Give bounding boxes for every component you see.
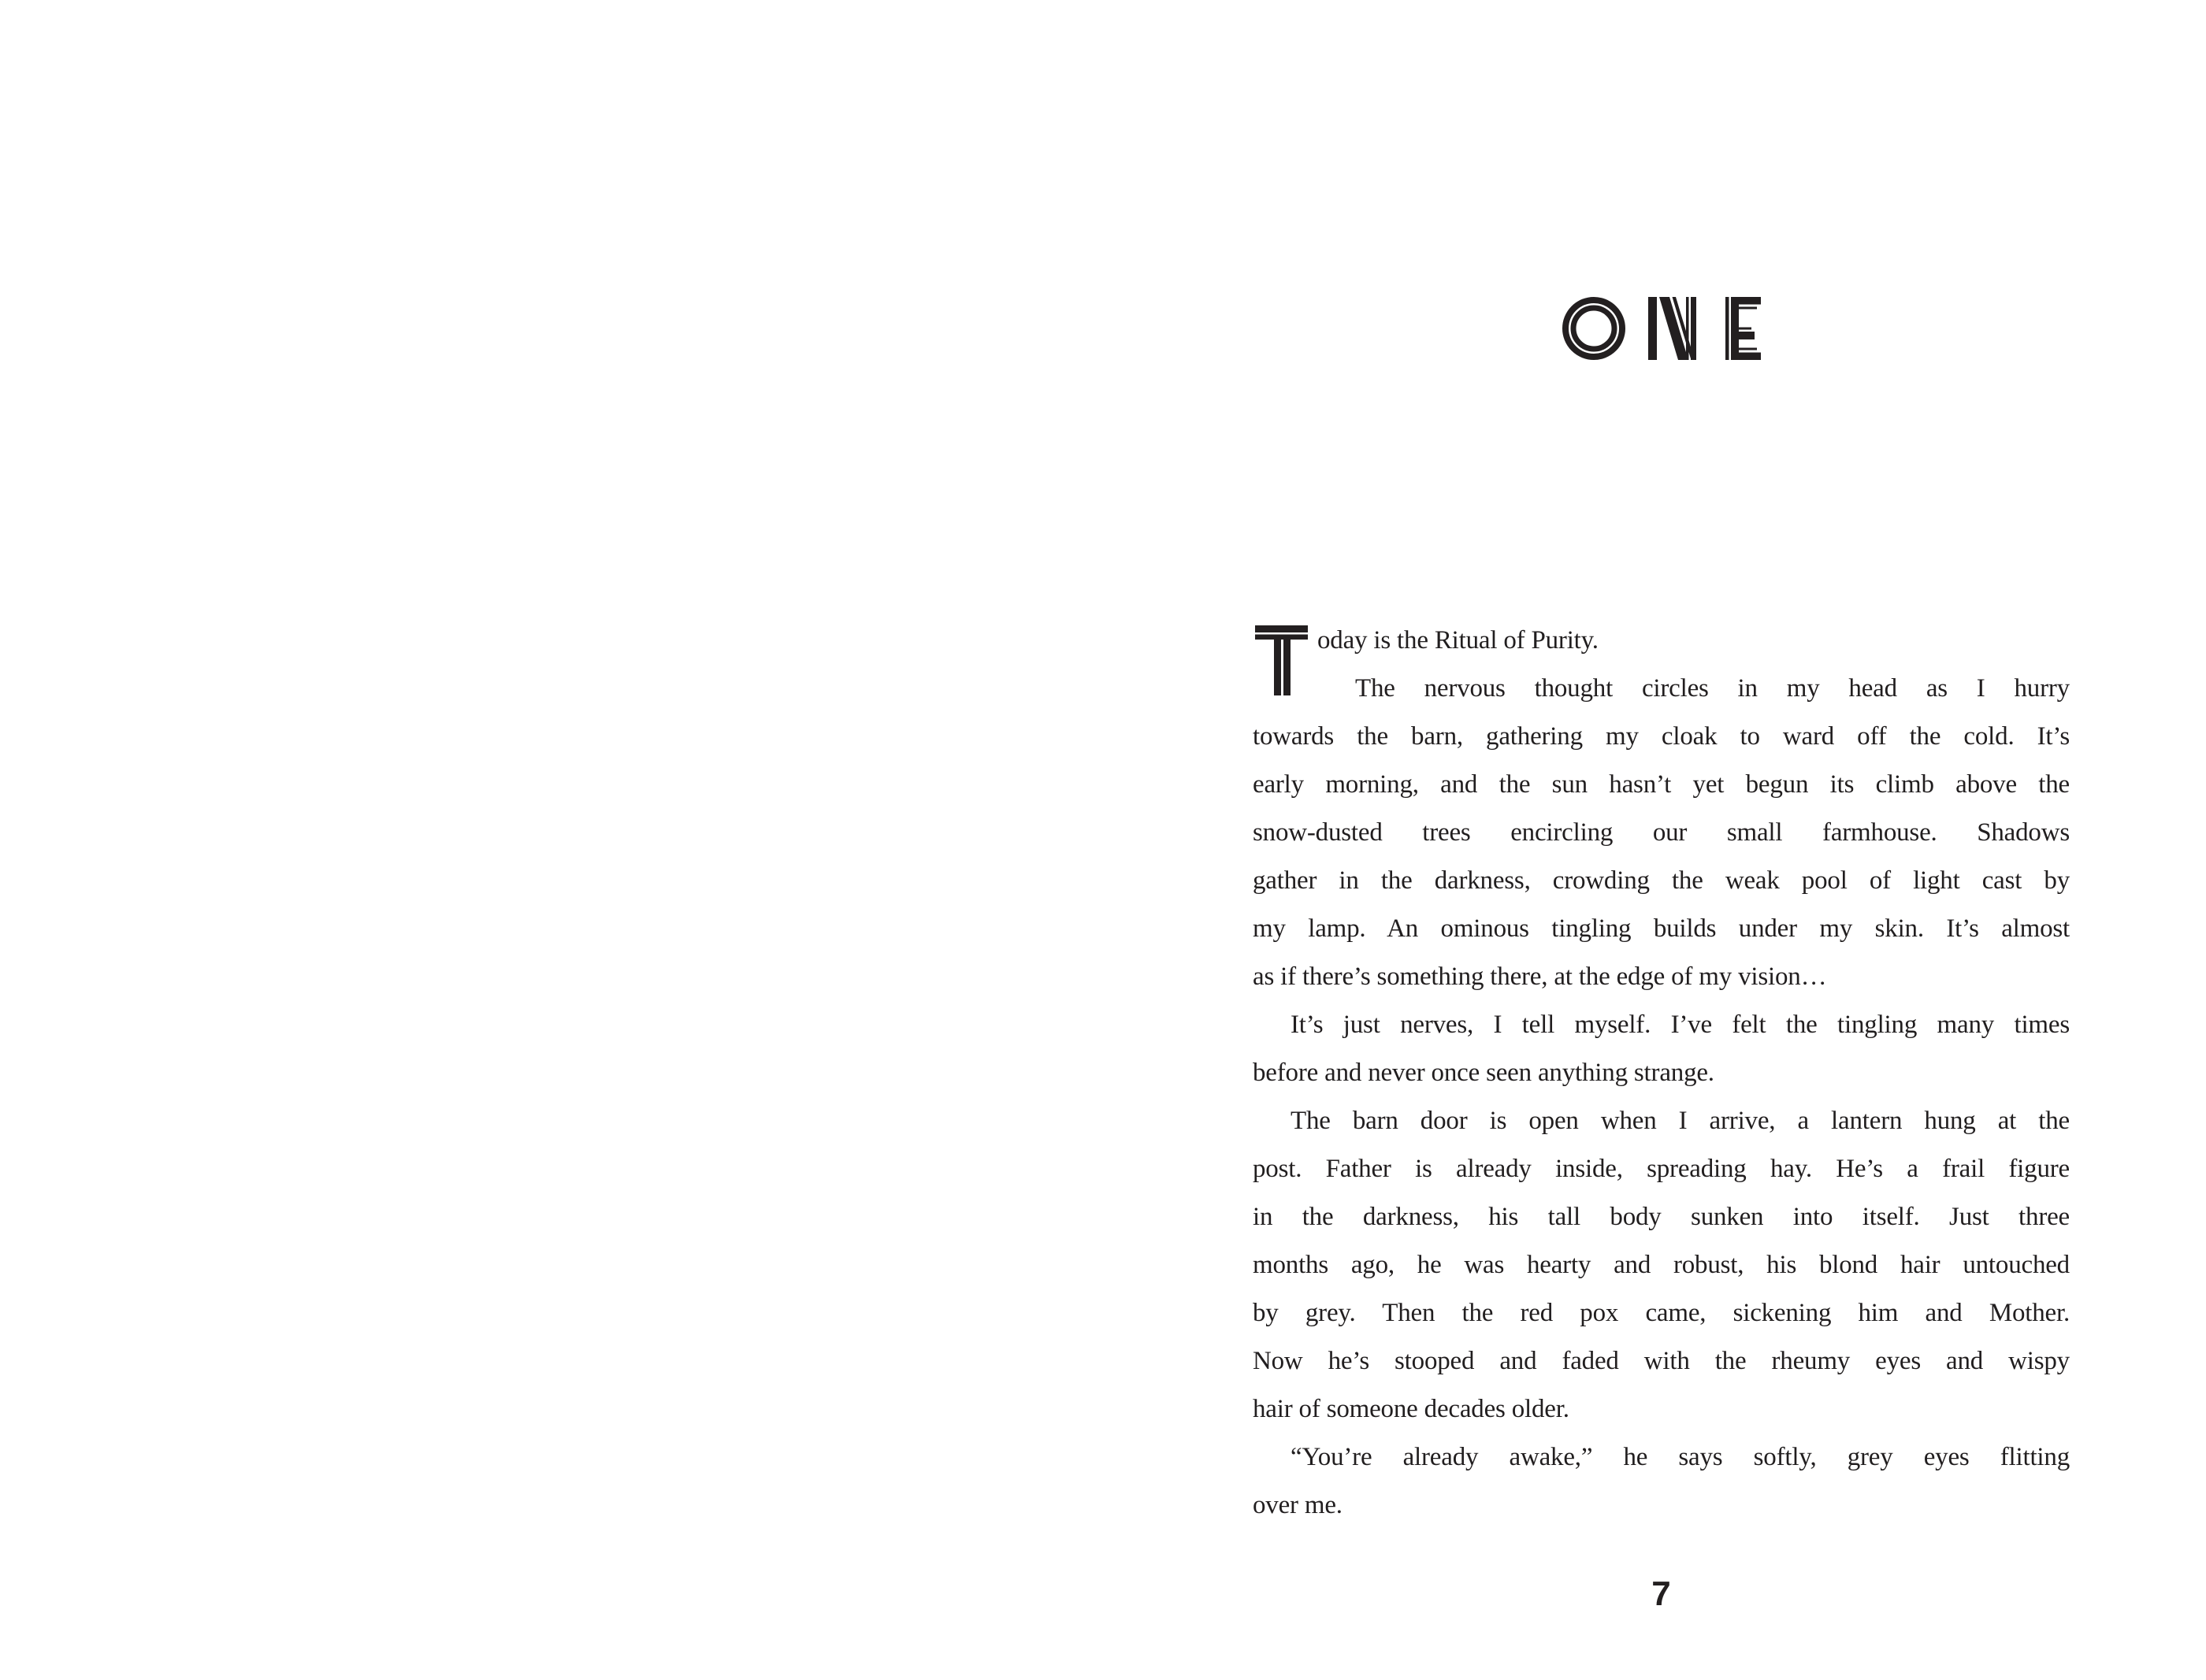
text-line: hair of someone decades older. — [1253, 1395, 1569, 1423]
letter-e-glyph — [1725, 297, 1761, 360]
text-line: by grey. Then the red pox came, sickening him and Mother. — [1253, 1299, 2070, 1327]
text-line: It’s just nerves, I tell myself. I’ve felt the tingling many times — [1291, 1011, 2070, 1039]
chapter-title-art — [1562, 297, 1761, 360]
body-text — [1253, 617, 2070, 1530]
page-number: 7 — [1651, 1574, 1671, 1613]
chapter-title — [1253, 297, 2070, 360]
text-line: The nervous thought circles in my head as I hurry — [1355, 674, 2070, 703]
letter-n-glyph — [1648, 297, 1696, 360]
text-line: as if there’s something there, at the edge of my vision… — [1253, 962, 1827, 991]
text-line: in the darkness, his tall body sunken into itself. Just three — [1253, 1203, 2070, 1231]
text-line: my lamp. An ominous tingling builds under my skin. It’s almost — [1253, 914, 2070, 943]
text-line: The barn door is open when I arrive, a lantern hung at the — [1291, 1107, 2070, 1135]
text-line: oday is the Ritual of Purity. — [1317, 626, 1599, 655]
text-line: post. Father is already inside, spreading hay. He’s a frail figure — [1253, 1155, 2070, 1183]
text-line: over me. — [1253, 1491, 1343, 1519]
text-line: towards the barn, gathering my cloak to ward off the cold. It’s — [1253, 722, 2070, 751]
text-line: gather in the darkness, crowding the weak pool of light cast by — [1253, 866, 2070, 895]
text-line: “You’re already awake,” he says softly, grey eyes flitting — [1291, 1443, 2070, 1471]
text-line: early morning, and the sun hasn’t yet begun its climb above the — [1253, 770, 2070, 799]
text-line: before and never once seen anything strange. — [1253, 1059, 1714, 1087]
text-line: snow-dusted trees encircling our small farmhouse. Shadows — [1253, 818, 2070, 847]
text-line: Now he’s stooped and faded with the rheumy eyes and wispy — [1253, 1347, 2070, 1375]
letter-o-glyph — [1565, 300, 1622, 357]
text-line: months ago, he was hearty and robust, his blond hair untouched — [1253, 1251, 2070, 1279]
chapter-page — [1103, 0, 2206, 1680]
drop-cap-art — [1255, 625, 1308, 695]
drop-cap — [1255, 625, 1308, 699]
